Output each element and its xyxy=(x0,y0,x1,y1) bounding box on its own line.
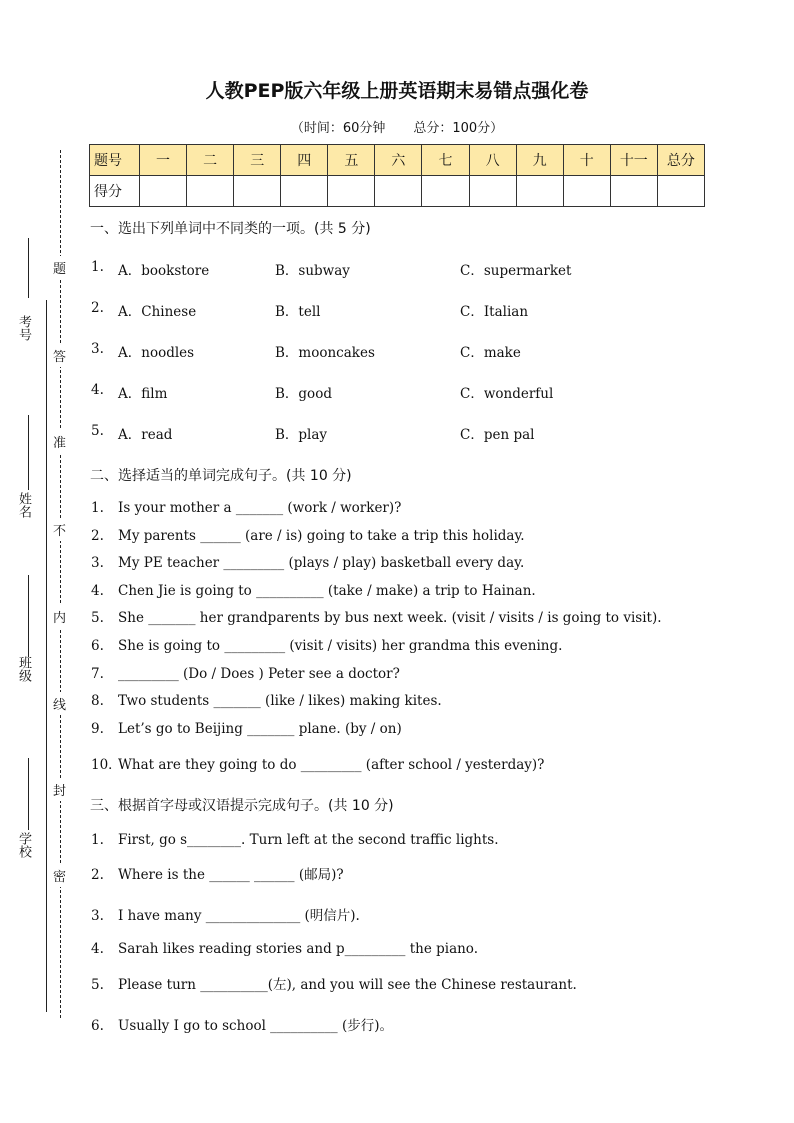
exam-info xyxy=(0,117,794,136)
question-number: 2. xyxy=(91,300,104,316)
school-blank xyxy=(28,758,29,830)
margin-solid-line xyxy=(46,300,47,1012)
question[interactable] xyxy=(91,904,360,924)
section-3-heading: 三、根据首字母或汉语提示完成句子。(共 10 分) xyxy=(90,798,394,814)
score-table-header-cell: 三 xyxy=(234,145,281,176)
score-table-header-cell: 六 xyxy=(375,145,422,176)
question-text: My parents ______ (are / is) going to take a trip this holiday. xyxy=(118,528,525,544)
question-text: First, go s________. Turn left at the second traffic lights. xyxy=(118,832,499,848)
total-score-info: 总分：100分） xyxy=(413,121,504,136)
question[interactable] xyxy=(91,583,536,599)
question-text: Sarah likes reading stories and p_________ the piano. xyxy=(118,941,478,957)
score-cell[interactable] xyxy=(328,176,375,207)
score-cell[interactable] xyxy=(375,176,422,207)
school-label: 学校 xyxy=(16,832,31,858)
page-title: 人教PEP版六年级上册英语期末易错点强化卷 xyxy=(205,80,589,102)
question-text: Chen Jie is going to __________ (take / make) a trip to Hainan. xyxy=(118,583,536,599)
question[interactable] xyxy=(91,500,401,516)
score-cell[interactable] xyxy=(187,176,234,207)
question-text: Where is the ______ ______ (邮局)? xyxy=(118,867,344,883)
question-text: My PE teacher _________ (plays / play) basketball every day. xyxy=(118,555,525,571)
option-b[interactable]: B．subway xyxy=(275,263,350,279)
score-table-header-cell: 八 xyxy=(469,145,516,176)
question-number: 4. xyxy=(91,583,104,599)
name-label: 姓名 xyxy=(16,492,31,518)
seal-dashed-line xyxy=(60,150,61,1018)
question-text: _________ (Do / Does ) Peter see a doctor? xyxy=(118,666,400,682)
score-cell[interactable] xyxy=(657,176,704,207)
question-number: 5. xyxy=(91,423,104,439)
score-table-header-cell: 总分 xyxy=(657,145,704,176)
question-text: Please turn __________(左), and you will see the Chinese restaurant. xyxy=(118,977,577,993)
question-number: 9. xyxy=(91,721,104,737)
question[interactable] xyxy=(91,863,344,883)
question-number: 8. xyxy=(91,693,104,709)
option-b[interactable]: B．play xyxy=(275,427,328,443)
score-table-header-cell: 题号 xyxy=(90,145,140,176)
seal-char: 封 xyxy=(53,778,66,801)
section-2-heading: 二、选择适当的单词完成句子。(共 10 分) xyxy=(90,468,352,484)
question[interactable] xyxy=(91,1014,393,1034)
score-table-header-cell: 四 xyxy=(281,145,328,176)
score-cell[interactable] xyxy=(610,176,657,207)
score-table-header-cell: 十一 xyxy=(610,145,657,176)
seal-char: 准 xyxy=(53,430,66,453)
question-number: 1. xyxy=(91,259,104,275)
question-text: She is going to _________ (visit / visits) her grandma this evening. xyxy=(118,638,563,654)
score-table xyxy=(89,144,705,207)
question[interactable] xyxy=(91,753,544,773)
score-cell[interactable] xyxy=(469,176,516,207)
section-1-heading: 一、选出下列单词中不同类的一项。(共 5 分) xyxy=(90,221,371,237)
question-number: 3. xyxy=(91,908,104,924)
question[interactable] xyxy=(91,941,478,957)
question-text: What are they going to do _________ (after school / yesterday)? xyxy=(118,757,545,773)
question-number: 5. xyxy=(91,977,104,993)
option-c[interactable]: C．wonderful xyxy=(460,386,554,402)
score-cell[interactable] xyxy=(422,176,469,207)
score-table-header-cell: 七 xyxy=(422,145,469,176)
question-number: 10． xyxy=(91,757,122,773)
question[interactable] xyxy=(91,721,402,737)
time-info: （时间：60分钟 xyxy=(290,121,386,136)
question-text: Usually I go to school __________ (步行)。 xyxy=(118,1018,394,1034)
score-cell[interactable] xyxy=(281,176,328,207)
score-table-header-cell: 十 xyxy=(563,145,610,176)
option-a[interactable]: A．bookstore xyxy=(118,263,210,279)
option-c[interactable]: C．make xyxy=(460,345,521,361)
seal-char: 密 xyxy=(53,864,66,887)
question-number: 5. xyxy=(91,610,104,626)
score-cell[interactable] xyxy=(563,176,610,207)
score-row-label: 得分 xyxy=(90,176,140,207)
option-b[interactable]: B．good xyxy=(275,386,332,402)
score-cell[interactable] xyxy=(140,176,187,207)
exam-number-label: 考号 xyxy=(16,315,31,341)
question-text: She _______ her grandparents by bus next week. (visit / visits / is going to visit). xyxy=(118,610,662,626)
seal-char: 不 xyxy=(53,518,66,541)
question-number: 3. xyxy=(91,555,104,571)
option-a[interactable]: A．read xyxy=(118,427,173,443)
question[interactable] xyxy=(91,610,662,626)
option-a[interactable]: A．film xyxy=(118,386,168,402)
question-number: 6. xyxy=(91,638,104,654)
seal-char: 内 xyxy=(53,605,66,628)
exam-number-blank xyxy=(28,238,29,298)
option-c[interactable]: C．pen pal xyxy=(460,427,535,443)
question[interactable] xyxy=(91,666,400,682)
score-table-header-row xyxy=(90,145,705,176)
question-number: 2. xyxy=(91,528,104,544)
question-number: 6. xyxy=(91,1018,104,1034)
seal-char: 答 xyxy=(53,344,66,367)
question[interactable] xyxy=(91,693,442,709)
question-text: Two students _______ (like / likes) making kites. xyxy=(118,693,442,709)
question-number: 1. xyxy=(91,832,104,848)
question[interactable] xyxy=(91,555,524,571)
question-text: Let’s go to Beijing _______ plane. (by / on) xyxy=(118,721,402,737)
question-number: 7. xyxy=(91,666,104,682)
question-number: 2. xyxy=(91,867,104,883)
option-b[interactable]: B．mooncakes xyxy=(275,345,375,361)
name-blank xyxy=(28,415,29,490)
question[interactable] xyxy=(91,528,525,544)
option-b[interactable]: B．tell xyxy=(275,304,321,320)
score-table-header-cell: 九 xyxy=(516,145,563,176)
score-table-score-row xyxy=(90,176,705,207)
option-c[interactable]: C．supermarket xyxy=(460,263,572,279)
score-cell[interactable] xyxy=(234,176,281,207)
score-table-header-cell: 二 xyxy=(187,145,234,176)
class-blank xyxy=(28,575,29,657)
option-a[interactable]: A．noodles xyxy=(118,345,195,361)
question[interactable] xyxy=(91,832,499,848)
question-number: 4. xyxy=(91,382,104,398)
question-number: 1. xyxy=(91,500,104,516)
score-table-header-cell: 一 xyxy=(140,145,187,176)
question[interactable] xyxy=(91,638,562,654)
question-text: I have many ______________ (明信片). xyxy=(118,908,360,924)
question-number: 4. xyxy=(91,941,104,957)
question-number: 3. xyxy=(91,341,104,357)
seal-char: 线 xyxy=(53,692,66,715)
seal-char: 题 xyxy=(53,256,66,279)
score-cell[interactable] xyxy=(516,176,563,207)
class-label: 班级 xyxy=(16,656,31,682)
question-text: Is your mother a _______ (work / worker)? xyxy=(118,500,402,516)
question[interactable] xyxy=(91,973,577,993)
option-a[interactable]: A．Chinese xyxy=(118,304,197,320)
score-table-header-cell: 五 xyxy=(328,145,375,176)
option-c[interactable]: C．Italian xyxy=(460,304,529,320)
